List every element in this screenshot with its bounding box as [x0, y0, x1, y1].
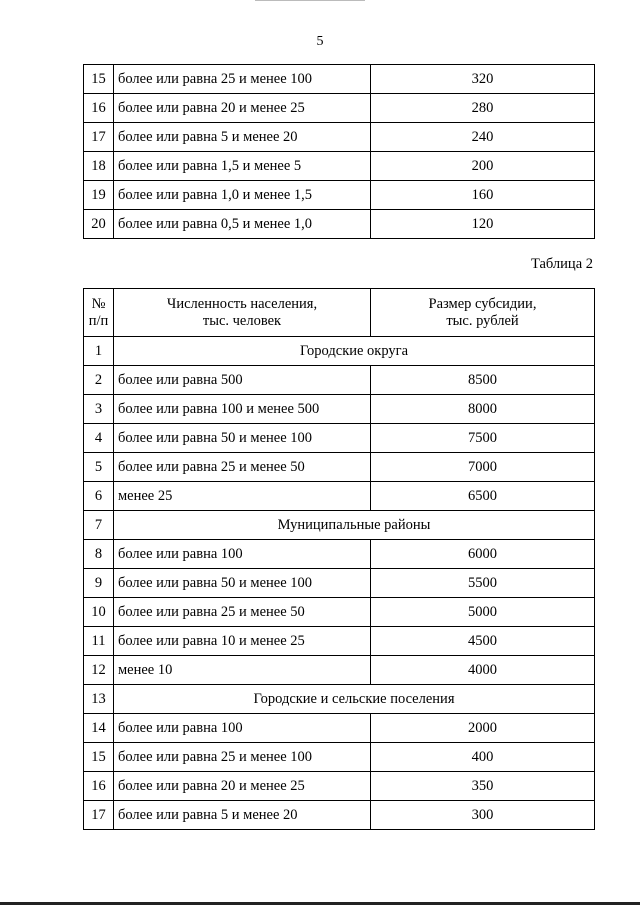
top-rule [255, 0, 365, 1]
subsidy-table-continued [83, 64, 595, 239]
population-range: более или равна 20 и менее 25 [114, 94, 371, 123]
header-population [114, 289, 371, 337]
subsidy-amount: 7500 [371, 424, 595, 453]
header-number-line2: п/п [88, 312, 109, 329]
subsidy-amount: 4500 [371, 627, 595, 656]
population-range: более или равна 25 и менее 50 [114, 453, 371, 482]
row-number: 5 [84, 453, 114, 482]
row-number: 16 [84, 94, 114, 123]
population-range: более или равна 50 и менее 100 [114, 569, 371, 598]
subsidy-amount: 280 [371, 94, 595, 123]
header-population-line2: тыс. человек [202, 312, 282, 329]
row-number: 7 [84, 511, 114, 540]
subsidy-amount: 6500 [371, 482, 595, 511]
subsidy-amount: 160 [371, 181, 595, 210]
table-row [84, 569, 595, 598]
population-range: менее 10 [114, 656, 371, 685]
header-subsidy-line2: тыс. рублей [446, 312, 519, 329]
population-range: более или равна 20 и менее 25 [114, 772, 371, 801]
row-number: 16 [84, 772, 114, 801]
section-row [84, 685, 595, 714]
row-number: 19 [84, 181, 114, 210]
table-row [84, 772, 595, 801]
row-number: 17 [84, 801, 114, 830]
table-row [84, 801, 595, 830]
subsidy-amount: 200 [371, 152, 595, 181]
subsidy-amount: 4000 [371, 656, 595, 685]
table-row [84, 210, 595, 239]
row-number: 2 [84, 366, 114, 395]
table-row [84, 395, 595, 424]
subsidy-table-2 [83, 288, 595, 830]
subsidy-amount: 320 [371, 65, 595, 94]
subsidy-amount: 350 [371, 772, 595, 801]
table-row [84, 453, 595, 482]
subsidy-amount: 5000 [371, 598, 595, 627]
table-row [84, 94, 595, 123]
table-2-caption: Таблица 2 [530, 256, 593, 272]
population-range: менее 25 [114, 482, 371, 511]
row-number: 6 [84, 482, 114, 511]
header-subsidy [371, 289, 595, 337]
row-number: 12 [84, 656, 114, 685]
row-number: 20 [84, 210, 114, 239]
row-number: 3 [84, 395, 114, 424]
population-range: более или равна 25 и менее 50 [114, 598, 371, 627]
population-range: более или равна 500 [114, 366, 371, 395]
section-row [84, 511, 595, 540]
table-row [84, 123, 595, 152]
row-number: 18 [84, 152, 114, 181]
population-range: более или равна 1,5 и менее 5 [114, 152, 371, 181]
subsidy-amount: 7000 [371, 453, 595, 482]
table-row [84, 181, 595, 210]
table-row [84, 152, 595, 181]
table-row [84, 482, 595, 511]
subsidy-amount: 300 [371, 801, 595, 830]
population-range: более или равна 5 и менее 20 [114, 801, 371, 830]
subsidy-amount: 8000 [371, 395, 595, 424]
row-number: 13 [84, 685, 114, 714]
section-title: Городские округа [114, 337, 595, 366]
section-title: Городские и сельские поселения [114, 685, 595, 714]
row-number: 1 [84, 337, 114, 366]
table-row [84, 714, 595, 743]
row-number: 8 [84, 540, 114, 569]
header-number-line1: № [91, 295, 106, 312]
row-number: 4 [84, 424, 114, 453]
row-number: 9 [84, 569, 114, 598]
header-population-line1: Численность населения, [166, 295, 318, 312]
population-range: более или равна 0,5 и менее 1,0 [114, 210, 371, 239]
table-row [84, 65, 595, 94]
subsidy-amount: 2000 [371, 714, 595, 743]
table-row [84, 627, 595, 656]
subsidy-amount: 120 [371, 210, 595, 239]
population-range: более или равна 50 и менее 100 [114, 424, 371, 453]
table-row [84, 598, 595, 627]
table-row [84, 424, 595, 453]
population-range: более или равна 25 и менее 100 [114, 65, 371, 94]
section-title: Муниципальные районы [114, 511, 595, 540]
row-number: 11 [84, 627, 114, 656]
population-range: более или равна 5 и менее 20 [114, 123, 371, 152]
population-range: более или равна 100 и менее 500 [114, 395, 371, 424]
page-number: 5 [316, 34, 324, 49]
row-number: 17 [84, 123, 114, 152]
table-row [84, 743, 595, 772]
header-subsidy-line1: Размер субсидии, [428, 295, 537, 312]
population-range: более или равна 100 [114, 714, 371, 743]
subsidy-amount: 5500 [371, 569, 595, 598]
subsidy-amount: 400 [371, 743, 595, 772]
table-header-row [84, 289, 595, 337]
row-number: 15 [84, 65, 114, 94]
row-number: 10 [84, 598, 114, 627]
population-range: более или равна 100 [114, 540, 371, 569]
row-number: 15 [84, 743, 114, 772]
table-row [84, 366, 595, 395]
table-row [84, 540, 595, 569]
subsidy-amount: 240 [371, 123, 595, 152]
section-row [84, 337, 595, 366]
subsidy-amount: 6000 [371, 540, 595, 569]
population-range: более или равна 25 и менее 100 [114, 743, 371, 772]
header-number [84, 289, 114, 337]
population-range: более или равна 10 и менее 25 [114, 627, 371, 656]
subsidy-amount: 8500 [371, 366, 595, 395]
row-number: 14 [84, 714, 114, 743]
population-range: более или равна 1,0 и менее 1,5 [114, 181, 371, 210]
table-row [84, 656, 595, 685]
